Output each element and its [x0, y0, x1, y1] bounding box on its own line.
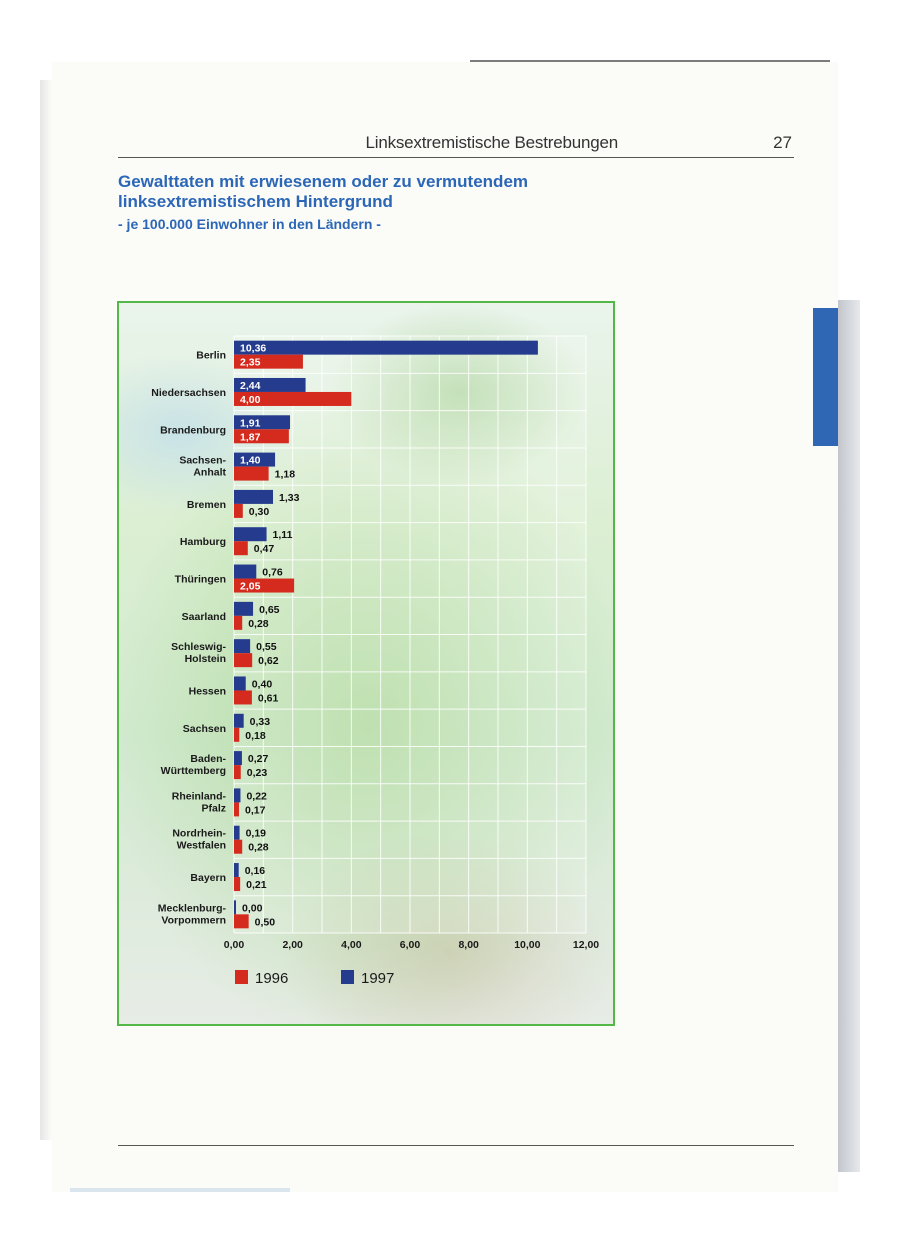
- category-label: [172, 790, 227, 814]
- category-label: Bremen: [186, 498, 226, 511]
- legend-swatch-1997: [341, 970, 354, 984]
- chart-title-line-1: Gewalttaten mit erwiesenem oder zu vermutendem: [118, 172, 529, 191]
- legend-label-1996: 1996: [255, 970, 289, 987]
- category-label: [161, 753, 227, 777]
- value-label-1996: 1,18: [274, 468, 296, 481]
- category-label: Bayern: [190, 872, 226, 885]
- bar-1997: [234, 490, 273, 504]
- value-label-1997: 0,65: [259, 603, 280, 616]
- value-label-1997: 0,76: [262, 566, 283, 579]
- category-label-line: Mecklenburg-: [157, 902, 226, 915]
- category-label-line: Baden-: [190, 753, 226, 766]
- value-label-1997: 1,33: [279, 491, 300, 504]
- value-label-1996: 4,00: [240, 393, 261, 406]
- x-tick-label: 6,00: [399, 939, 421, 951]
- value-label-1996: 2,35: [240, 356, 261, 369]
- bar-1997: [234, 639, 250, 653]
- value-label-1996: 0,23: [246, 767, 268, 780]
- category-label: Berlin: [196, 349, 226, 362]
- category-label-line: Pfalz: [201, 802, 226, 815]
- category-label: Brandenburg: [160, 424, 226, 437]
- legend-label-1997: 1997: [361, 970, 395, 987]
- value-label-1996: 1,87: [240, 431, 261, 444]
- category-label: Hessen: [188, 685, 226, 698]
- value-label-1997: 0,22: [246, 790, 267, 803]
- paper-left-shadow: [40, 80, 52, 1140]
- value-label-1996: 0,50: [254, 916, 276, 929]
- value-label-1996: 0,21: [246, 879, 267, 892]
- value-label-1996: 0,30: [248, 505, 270, 518]
- bar-1996: [234, 877, 240, 891]
- header-rule: [118, 157, 794, 158]
- value-label-1997: 10,36: [240, 342, 267, 355]
- value-label-1997: 2,44: [240, 379, 261, 392]
- category-label: [172, 828, 226, 852]
- bar-1996: [234, 467, 269, 481]
- category-label-line: Westfalen: [176, 839, 226, 852]
- bar-1996: [234, 728, 239, 742]
- bar-1997: [234, 602, 253, 616]
- chart-title: [118, 172, 758, 212]
- category-label: [171, 641, 226, 665]
- bar-1997: [234, 900, 236, 914]
- bar-1997: [234, 676, 246, 690]
- category-label: Niedersachsen: [151, 386, 226, 399]
- bar-1996: [234, 914, 249, 928]
- legend-swatch-1996: [235, 970, 248, 984]
- value-label-1996: 0,18: [245, 729, 266, 742]
- category-label: Thüringen: [174, 573, 226, 586]
- x-tick-label: 12,00: [572, 939, 600, 951]
- value-label-1996: 2,05: [240, 580, 261, 593]
- x-tick-label: 10,00: [514, 939, 541, 951]
- x-tick-label: 0,00: [223, 939, 245, 951]
- bar-1997: [234, 527, 267, 541]
- bar-1997: [234, 714, 244, 728]
- category-label: Saarland: [181, 610, 226, 623]
- category-label: [158, 902, 227, 926]
- value-label-1996: 0,62: [258, 655, 279, 668]
- bar-1996: [234, 616, 242, 630]
- chart-subtitle: - je 100.000 Einwohner in den Ländern -: [118, 216, 381, 232]
- scan-top-rule: [470, 60, 830, 62]
- value-label-1997: 0,19: [245, 827, 267, 840]
- category-label-line: Sachsen-: [179, 454, 226, 467]
- value-label-1996: 0,28: [248, 841, 269, 854]
- category-label-line: Anhalt: [193, 466, 226, 479]
- value-label-1997: 0,33: [249, 715, 271, 728]
- bar-1996: [234, 802, 239, 816]
- category-label: [179, 455, 226, 479]
- bar-1996: [234, 653, 252, 667]
- bar-1997: [234, 341, 538, 355]
- page-edge-shadow: [838, 300, 860, 1172]
- category-label-line: Württemberg: [160, 765, 226, 778]
- bar-1996: [234, 690, 252, 704]
- chapter-edge-tab: [813, 308, 838, 446]
- value-label-1997: 0,00: [242, 902, 263, 915]
- value-label-1996: 0,61: [257, 692, 279, 705]
- category-label-line: Schleswig-: [171, 641, 226, 654]
- category-label-line: Nordrhein-: [172, 827, 226, 840]
- value-label-1996: 0,17: [244, 804, 266, 817]
- scan-smudge: [70, 1188, 290, 1192]
- value-label-1996: 0,47: [253, 543, 275, 556]
- bar-1996: [234, 504, 243, 518]
- x-tick-label: 4,00: [341, 939, 362, 951]
- bar-1996: [234, 541, 248, 555]
- value-label-1997: 0,40: [251, 678, 273, 691]
- value-label-1997: 1,11: [272, 529, 293, 542]
- bar-1997: [234, 751, 242, 765]
- x-tick-label: 8,00: [458, 939, 479, 951]
- category-label-line: Holstein: [184, 653, 226, 666]
- x-tick-label: 2,00: [282, 939, 303, 951]
- category-label: Hamburg: [179, 536, 226, 549]
- bar-1996: [234, 765, 241, 779]
- value-label-1997: 0,16: [244, 865, 266, 878]
- value-label-1996: 0,28: [248, 617, 269, 630]
- chart-frame: [117, 301, 615, 1026]
- footer-rule: [118, 1145, 794, 1146]
- value-label-1997: 0,55: [256, 641, 277, 654]
- bar-1997: [234, 863, 239, 877]
- running-title: Linksextremistische Bestrebungen: [365, 133, 618, 152]
- category-label-line: Vorpommern: [161, 914, 226, 927]
- value-label-1997: 0,27: [247, 753, 269, 766]
- category-label-line: Rheinland-: [171, 790, 226, 803]
- bar-1997: [234, 788, 240, 802]
- bar-1997: [234, 565, 256, 579]
- category-label: Sachsen: [182, 722, 226, 735]
- chart-title-line-2: linksextremistischem Hintergrund: [118, 192, 393, 211]
- bar-chart: [119, 303, 613, 1024]
- value-label-1997: 1,40: [240, 454, 261, 467]
- bar-1996: [234, 840, 242, 854]
- bar-1997: [234, 826, 240, 840]
- page-number: 27: [773, 133, 792, 152]
- value-label-1997: 1,91: [240, 417, 261, 430]
